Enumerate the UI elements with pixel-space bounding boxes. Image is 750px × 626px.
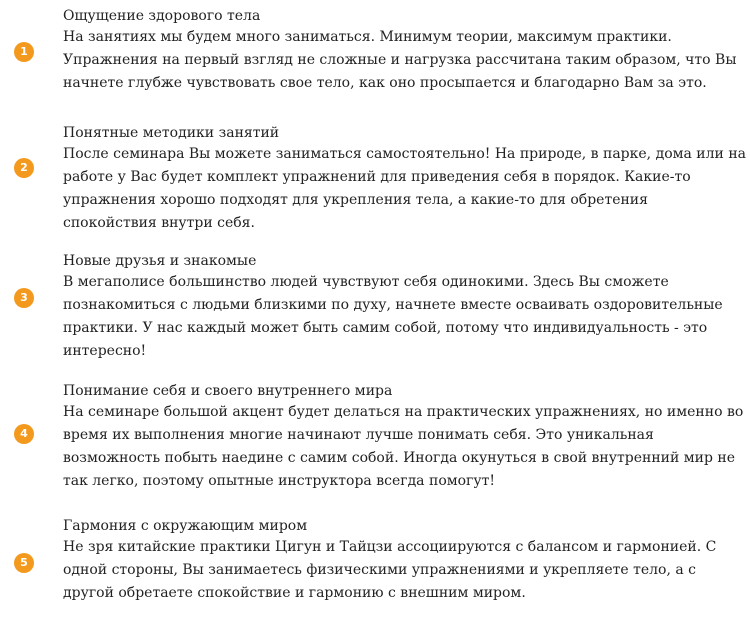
text-line: возможность побыть наедине с самим собой. Иногда окунуться в свой внутренний мир не (63, 450, 736, 466)
benefit-text (63, 271, 723, 363)
text-line: Не зря китайские практики Цигун и Тайцзи ассоциируются с балансом и гармонией. С (63, 539, 717, 555)
benefit-title: Гармония с окружающим миром (63, 518, 308, 534)
text-line: начнете глубже чувствовать свое тело, как оно просыпается и благодарно Вам за это. (63, 75, 707, 91)
text-line: спокойствия внутри себя. (63, 215, 255, 231)
benefit-text (63, 143, 746, 235)
text-line: На семинаре большой акцент будет делаться на практических упражнениях, но именно во (63, 404, 744, 420)
number-badge: 5 (14, 553, 34, 573)
text-line: интересно! (63, 343, 147, 359)
text-line: В мегаполисе большинство людей чувствуют себя одинокими. Здесь Вы сможете (63, 274, 669, 290)
benefit-title: Новые друзья и знакомые (63, 253, 257, 269)
text-line: На занятиях мы будем много заниматься. Минимум теории, максимум практики. (63, 29, 672, 45)
benefit-text (63, 536, 716, 605)
number-badge: 2 (14, 158, 34, 178)
text-line: так легко, поэтому опытные инструктора всегда помогут! (63, 473, 496, 489)
text-line: одной стороны, Вы занимаетесь физическими упражнениями и укрепляете тело, а с (63, 562, 697, 578)
benefit-title: Ощущение здорового тела (63, 8, 261, 24)
number-badge: 3 (14, 288, 34, 308)
number-badge: 1 (14, 42, 34, 62)
benefit-title: Понимание себя и своего внутреннего мира (63, 383, 393, 399)
text-line: Упражнения на первый взгляд не сложные и нагрузка рассчитана таким образом, что Вы (63, 52, 737, 68)
benefit-title: Понятные методики занятий (63, 125, 280, 141)
text-line: работе у Вас будет комплект упражнений для приведения себя в порядок. Какие-то (63, 169, 691, 185)
text-line: время их выполнения многие начинают лучше понимать себя. Это уникальная (63, 427, 654, 443)
benefit-text (63, 26, 737, 95)
text-line: упражнения хорошо подходят для укрепления тела, а какие-то для обретения (63, 192, 648, 208)
text-line: практики. У нас каждый может быть самим собой, потому что индивидуальность - это (63, 320, 708, 336)
text-line: другой обретаете спокойствие и гармонию с внешним миром. (63, 585, 526, 601)
text-line: познакомиться с людьми близкими по духу, начнете вместе осваивать оздоровительные (63, 297, 723, 313)
text-line: После семинара Вы можете заниматься самостоятельно! На природе, в парке, дома или на (63, 146, 746, 162)
number-badge: 4 (14, 424, 34, 444)
benefit-text (63, 401, 743, 493)
